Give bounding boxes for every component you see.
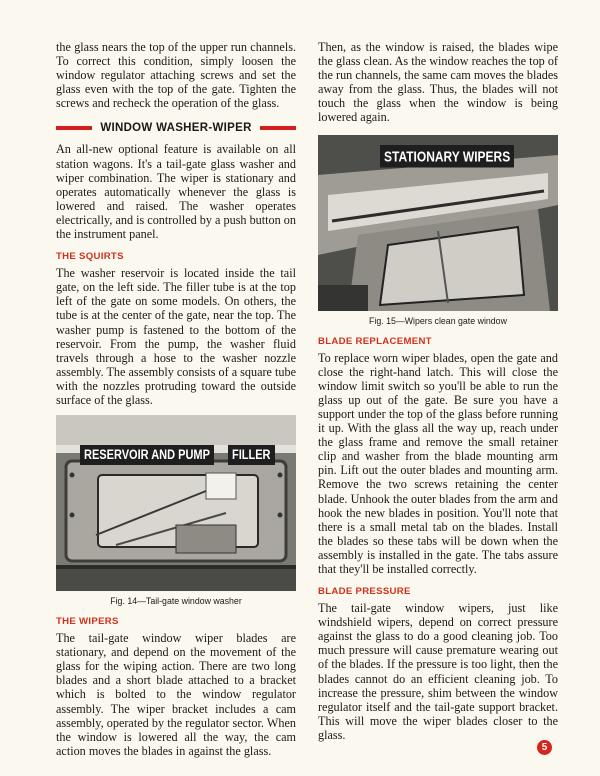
label-stationary-wipers: STATIONARY WIPERS (380, 145, 514, 168)
replacement-paragraph: To replace worn wiper blades, open the gate and close the right-hand latch. This will close the window limit switch so you'll be able to run the glass up out of the gate. Be sure you have a support under the top of the glass before running it up. With the glass all the way up, reach under the glass frame and remove the small retainer clip and washer from the blade mounting arm pin. Lift out the outer blades and mounting arm. Remove the two screws retaining the center blade. Unhook the outer blades from the arm and hook the new blades in position. You'll note that there is a small metal tab on the blades. Install the blades so these tabs will be down when the assembly is installed in the gate. The tabs assure that they'll be installed correctly. (318, 350, 558, 576)
squirts-paragraph: The washer reservoir is located inside the tail gate, on the left side. The filler tube is at the top left of the gate on some models. On others, the tube is at the center of the gate, near the top. The washer pump is fastened to the bottom of the reservoir. From the pump, the washer fluid travels through a hose to the washer nozzle assembly. The assembly consists of a square tube with the nozzles protruding toward the outside surface of the glass. (56, 266, 296, 407)
red-rule-right (260, 126, 296, 130)
right-intro-paragraph: Then, as the window is raised, the blades wipe the glass clean. As the window reaches the top of the run channels, the same cam moves the blades away from the glass. Thus, the blades will not touch the glass when the window is being lowered again. (318, 40, 558, 125)
figure-15-photo (318, 135, 558, 311)
pressure-paragraph: The tail-gate window wipers, just like windshield wipers, depend on correct pressure against the glass to do a good cleaning job. Too much pressure will cause premature wearing out of the blades. If the pressure is too light, then the blades cannot do an efficient cleaning job. To increase the pressure, shim between the window regulator itself and the tail-gate support bracket. This will move the wiper blades closer to the glass. (318, 601, 558, 742)
red-rule-left (56, 126, 92, 130)
section-title-text: WINDOW WASHER-WIPER (100, 122, 252, 135)
tailgate-washer-photo (56, 415, 296, 591)
section-intro-paragraph: An all-new optional feature is available on all station wagons. It's a tail-gate glass washer and wiper combination. The wiper is stationary and operates automatically whenever the glass is lowered and raised. The washer operates electrically, and is controlled by a push button on the instrument panel. (56, 142, 296, 242)
figure-15-caption: Fig. 15—Wipers clean gate window (369, 315, 507, 326)
label-filler: FILLER (228, 445, 275, 465)
heading-the-wipers: THE WIPERS (56, 616, 119, 628)
right-column (318, 40, 558, 742)
wipers-paragraph: The tail-gate window wiper blades are stationary, and depend on the movement of the glass for the wiping action. There are two long blades and a short blade attached to a bracket which is bolted to the window regulator assembly. The wiper bracket includes a cam assembly, operated by the regulator sector. When the window is lowered all the way, the cam action moves the blades in against the glass. (56, 631, 296, 758)
heading-blade-replacement: BLADE REPLACEMENT (318, 335, 432, 347)
intro-paragraph: the glass nears the top of the upper run channels. To correct this condition, simply loosen the window regulator attaching screws and set the glass even with the top of the gate. Tighten the screws and recheck the operation of the glass. (56, 40, 296, 111)
section-title-window-washer-wiper (56, 122, 296, 134)
page-number-badge: 5 (537, 740, 552, 755)
label-reservoir-and-pump: RESERVOIR AND PUMP (80, 445, 214, 465)
figure-14-photo (56, 415, 296, 591)
heading-blade-pressure: BLADE PRESSURE (318, 586, 411, 598)
left-column (56, 40, 296, 758)
heading-the-squirts: THE SQUIRTS (56, 251, 124, 263)
figure-14-caption: Fig. 14—Tail-gate window washer (110, 596, 242, 607)
